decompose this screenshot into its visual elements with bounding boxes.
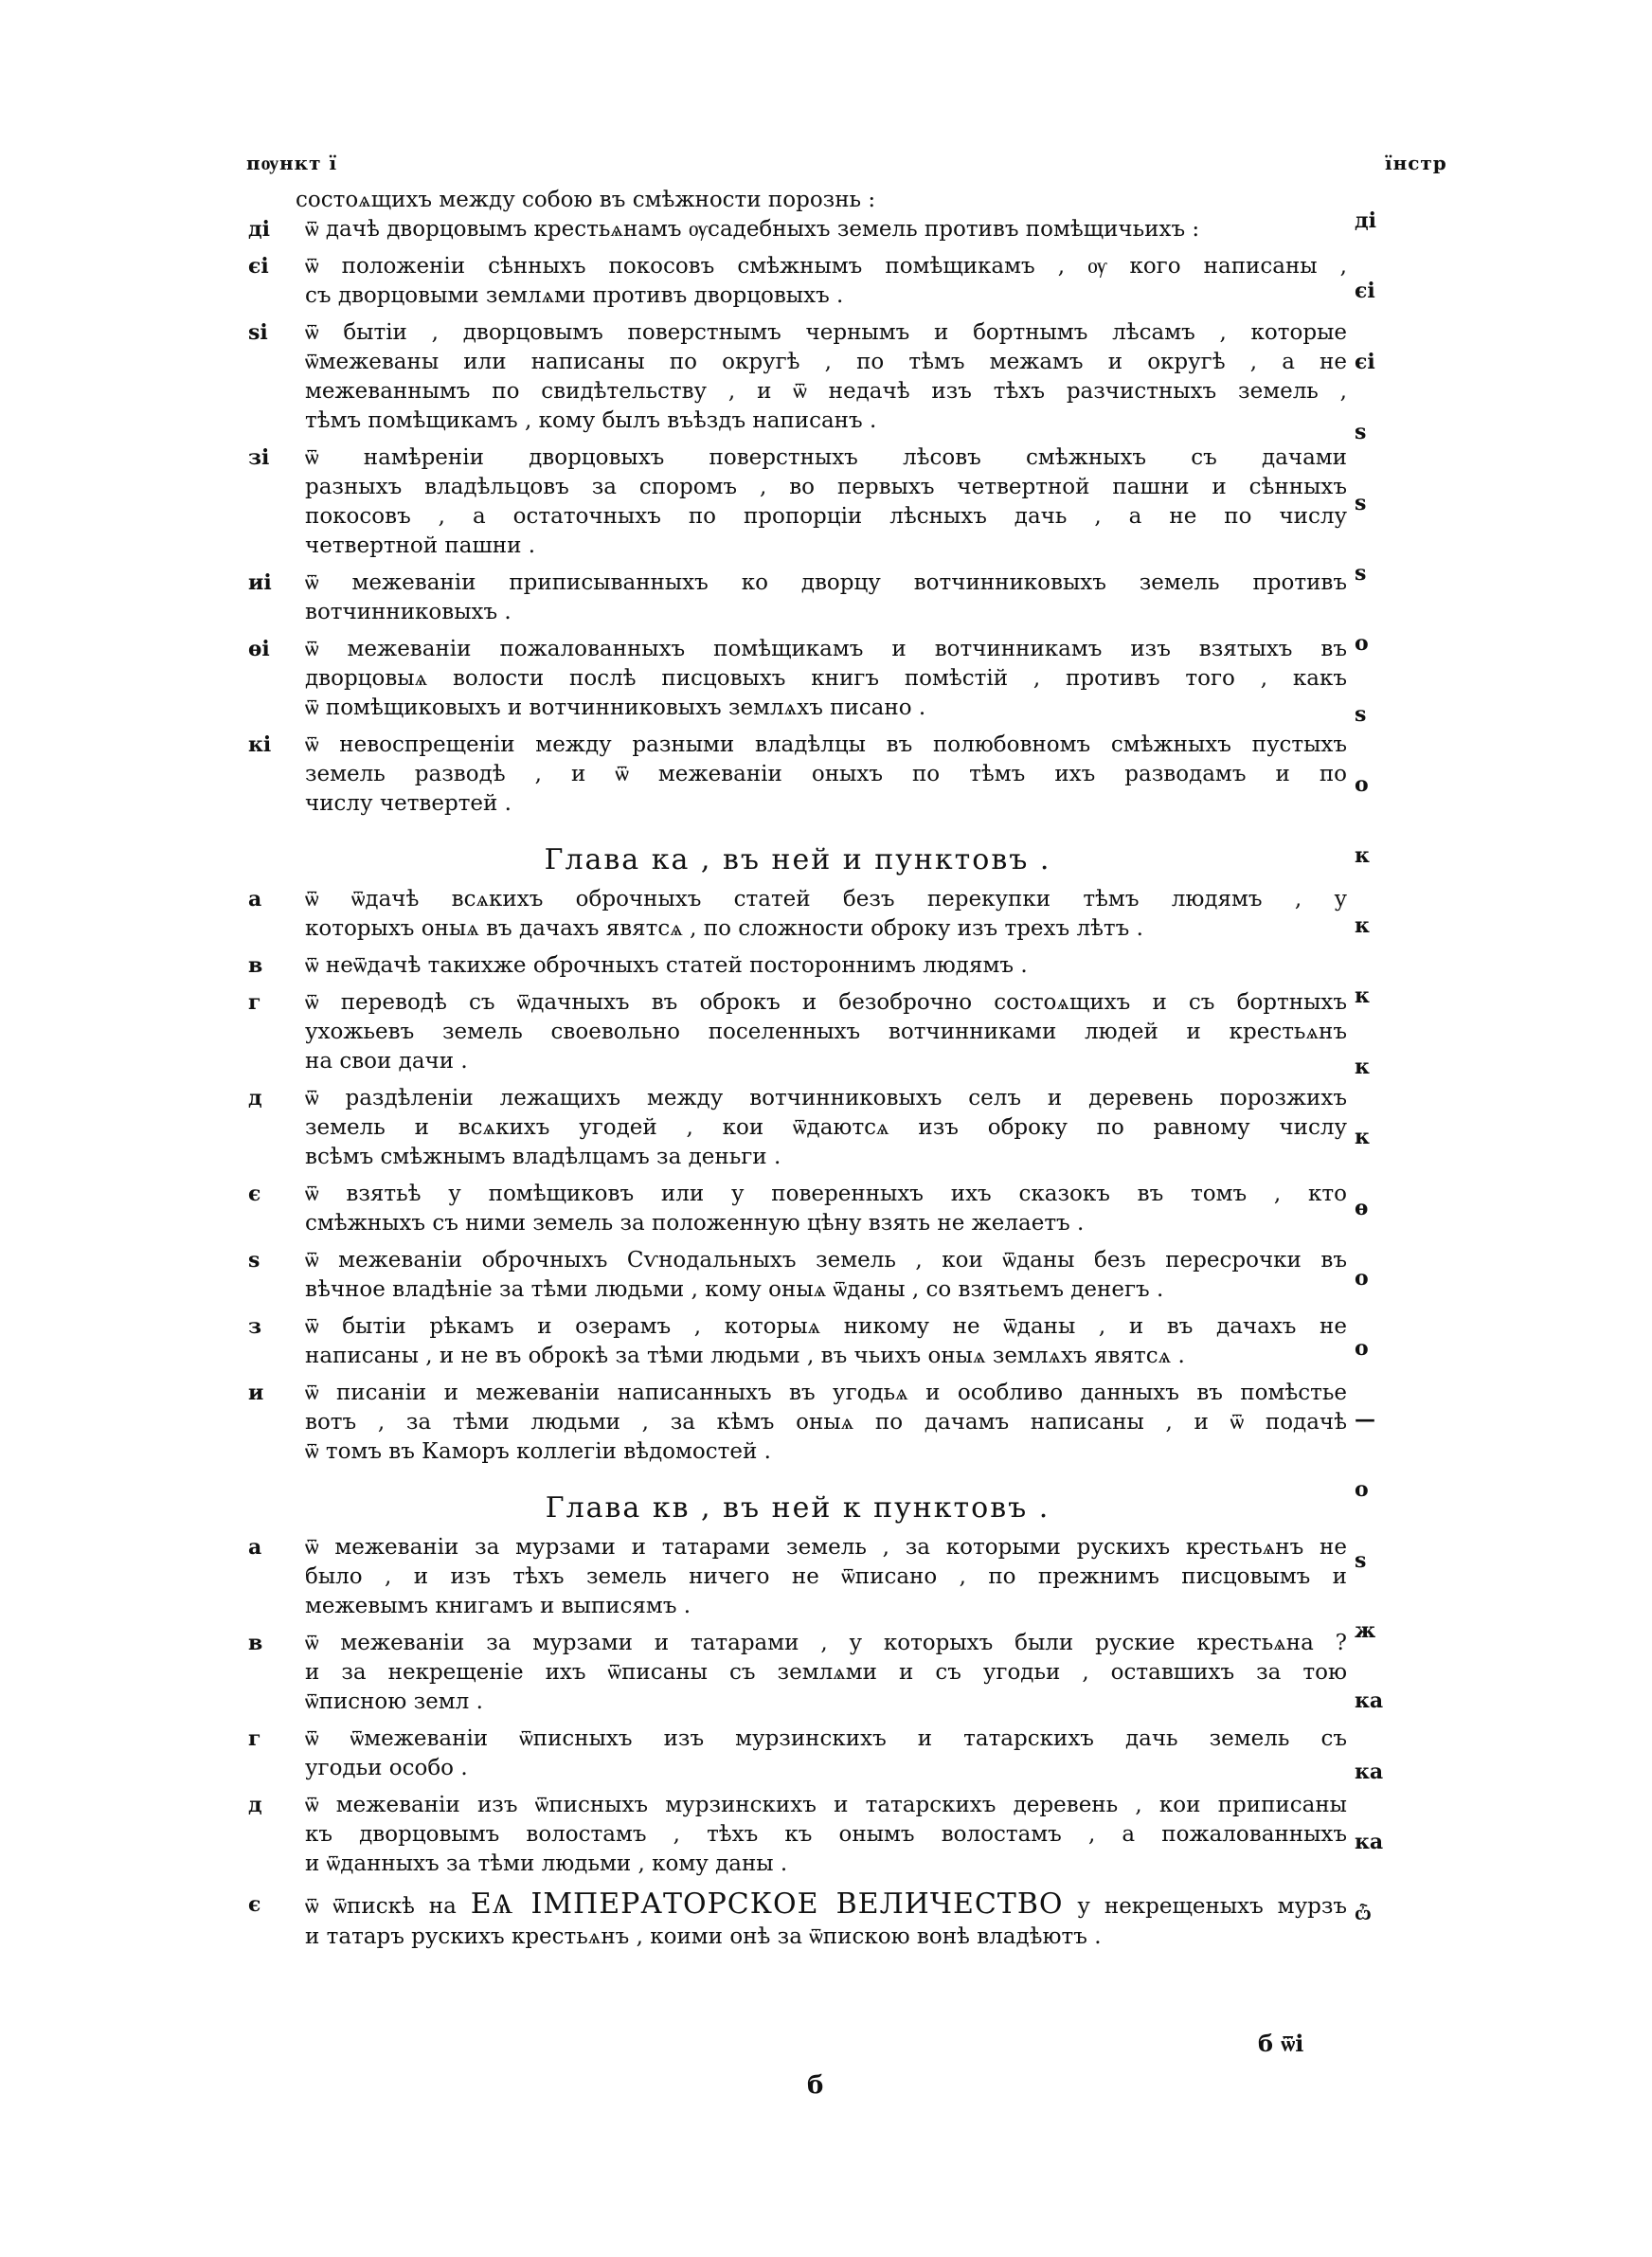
margin-mark: ка: [1355, 1830, 1384, 1854]
margin-mark: о: [1355, 1336, 1369, 1361]
header-left: пѹнкт ї: [246, 152, 338, 174]
entry-b-line: [248, 1246, 1347, 1275]
entry-text: ѿ невоспрещеніи между разными владѣлцы въ полюбовномъ смѣжныхъ пустыхъ: [305, 732, 1347, 757]
entry-a-line: [248, 348, 1347, 377]
entry-c-line: [248, 1688, 1347, 1717]
entry-gap: [248, 944, 1347, 951]
entry-text: межевымъ книгамъ и выписямъ .: [305, 1594, 691, 1618]
margin-mark: к: [1355, 1125, 1370, 1149]
entry-gap: [248, 436, 1347, 443]
entry-gap: [248, 1879, 1347, 1887]
entry-text: угодьи особо .: [305, 1756, 468, 1780]
margin-mark: к: [1355, 984, 1370, 1008]
entry-number: кі: [248, 732, 272, 757]
entry-b-line: [248, 885, 1347, 914]
entry-b-line: [248, 1379, 1347, 1408]
margin-mark: ѕ: [1355, 702, 1367, 727]
entry-number: д: [248, 1086, 262, 1110]
margin-mark: ж: [1355, 1618, 1376, 1643]
margin-mark: ка: [1355, 1688, 1384, 1713]
entry-number: зі: [248, 445, 270, 470]
entry-b-line: [248, 1342, 1347, 1371]
entry-gap: [248, 1783, 1347, 1791]
final-entry-line: [248, 1923, 1347, 1952]
margin-mark: ді: [1355, 208, 1377, 233]
margin-mark: ѽ: [1355, 1901, 1372, 1925]
margin-mark: о: [1355, 631, 1369, 656]
entry-a-line: [248, 406, 1347, 436]
entry-number: єі: [248, 254, 269, 279]
entry-a-line: [248, 635, 1347, 664]
margin-mark: ѕ: [1355, 561, 1367, 586]
entry-c-line: [248, 1791, 1347, 1820]
final-lead: ѿ ѿпискѣ на: [305, 1894, 457, 1919]
entry-text: ѿ переводѣ съ ѿдачныхъ въ оброкъ и безоброчно состоѧщихъ и съ бортныхъ: [305, 990, 1347, 1015]
entry-c-line: [248, 1658, 1347, 1688]
entry-number: г: [248, 1726, 261, 1751]
margin-mark: ѕ: [1355, 491, 1367, 515]
entry-text: съ дворцовыми землѧми противъ дворцовыхъ .: [305, 283, 844, 308]
entry-number: г: [248, 990, 261, 1015]
entry-gap: [248, 981, 1347, 988]
entry-b-line: [248, 1018, 1347, 1047]
entry-text: ѿ неѿдачѣ такихже оброчныхъ статей постороннимъ людямъ .: [305, 953, 1028, 978]
entry-b-line: [248, 1180, 1347, 1209]
entry-text: всѣмъ смѣжнымъ владѣлцамъ за деньги .: [305, 1145, 781, 1169]
margin-mark: к: [1355, 843, 1370, 868]
margin-mark: —: [1355, 1407, 1375, 1432]
entry-text: ѿ ѿмежеваніи ѿписныхъ изъ мурзинскихъ и татарскихъ дачь земель съ: [305, 1726, 1347, 1751]
signature: б ѿі: [1258, 2030, 1304, 2057]
entry-text: ѿ помѣщиковыхъ и вотчинниковыхъ землѧхъ писано .: [305, 695, 926, 720]
entry-text: которыхъ оныѧ въ дачахъ явятсѧ , по сложности оброку изъ трехъ лѣтъ .: [305, 916, 1143, 941]
entry-b-line: [248, 1437, 1347, 1467]
entry-b-line: [248, 914, 1347, 944]
entry-text: вѣчное владѣніе за тѣми людьми , кому оныѧ ѿданы , со взятьемъ денегъ .: [305, 1277, 1164, 1302]
entry-text: вотчинниковыхъ .: [305, 600, 512, 624]
entry-gap: [248, 1621, 1347, 1629]
entry-b-line: [248, 1312, 1347, 1342]
entry-c-line: [248, 1533, 1347, 1562]
entry-c-line: [248, 1820, 1347, 1850]
entry-text: и ѿданныхъ за тѣми людьми , кому даны .: [305, 1851, 788, 1876]
entry-a-line: [248, 473, 1347, 502]
margin-mark: ѕ: [1355, 1548, 1367, 1573]
entry-gap: [248, 1305, 1347, 1312]
entry-c-line: [248, 1724, 1347, 1754]
entry-a-line: [248, 443, 1347, 473]
margin-mark: к: [1355, 1055, 1370, 1079]
entry-gap: [248, 1172, 1347, 1180]
margin-mark: ѕ: [1355, 420, 1367, 444]
entry-b-line: [248, 1143, 1347, 1172]
margin-mark: єі: [1355, 350, 1375, 374]
entry-a-line: [248, 532, 1347, 561]
entry-a-line: [248, 731, 1347, 760]
entry-number: иі: [248, 570, 272, 595]
entry-text: ѿ томъ въ Каморъ коллегіи вѣдомостей .: [305, 1439, 771, 1464]
entry-a-line: [248, 760, 1347, 789]
entry-a-line: [248, 664, 1347, 694]
entry-a-line: [248, 281, 1347, 311]
entry-b-line: [248, 988, 1347, 1018]
entry-text: ѿписною земл .: [305, 1689, 483, 1714]
entry-text: ѿ бытіи рѣкамъ и озерамъ , которыѧ никому не ѿданы , и въ дачахъ не: [305, 1314, 1347, 1339]
entry-text: ѿ дачѣ дворцовымъ крестьѧнамъ ѹсадебныхъ земель противъ помѣщичьихъ :: [305, 217, 1200, 242]
entry-text: ѿ намѣреніи дворцовыхъ поверстныхъ лѣсовъ смѣжныхъ съ дачами: [305, 445, 1347, 470]
entry-number: ді: [248, 217, 271, 242]
entry-gap: [248, 723, 1347, 731]
entry-number: в: [248, 953, 263, 978]
entry-b-line: [248, 1084, 1347, 1113]
entry-gap: [248, 627, 1347, 635]
entry-b-line: [248, 951, 1347, 981]
entry-text: ѿ межеваніи за мурзами и татарами земель , за которыми рускихъ крестьѧнъ не: [305, 1535, 1347, 1560]
entry-number: ѕ: [248, 1248, 260, 1273]
entry-text: ѿ раздѣленіи лежащихъ между вотчинниковыхъ селъ и деревень порозжихъ: [305, 1086, 1347, 1110]
entry-gap: [248, 1076, 1347, 1084]
entry-number: а: [248, 887, 262, 912]
entry-b-line: [248, 1047, 1347, 1076]
chapter-heading: Глава кв , въ ней к пунктовъ .: [545, 1491, 1050, 1525]
margin-mark: єі: [1355, 279, 1375, 303]
entry-a-line: [248, 694, 1347, 723]
margin-mark: о: [1355, 772, 1369, 797]
page-number: б: [807, 2071, 824, 2100]
margin-mark: ка: [1355, 1760, 1384, 1784]
entry-text: смѣжныхъ съ ними земель за положенную цѣну взять не желаетъ .: [305, 1211, 1085, 1236]
entry-number: а: [248, 1535, 262, 1560]
margin-mark: о: [1355, 1477, 1369, 1502]
entry-text: ѿ писаніи и межеваніи написанныхъ въ угодьѧ и особливо данныхъ въ помѣстье: [305, 1381, 1347, 1405]
entry-gap: [248, 1467, 1347, 1474]
entry-text: тѣмъ помѣщикамъ , кому былъ въѣздъ написанъ .: [305, 408, 877, 433]
entry-text: покосовъ , а остаточныхъ по пропорціи лѣсныхъ дачь , а не по числу: [305, 504, 1347, 529]
entry-gap: [248, 1371, 1347, 1379]
entry-number: д: [248, 1793, 262, 1817]
entry-text: числу четвертей .: [305, 791, 512, 816]
entry-gap: [248, 244, 1347, 252]
entry-text: вотъ , за тѣми людьми , за кѣмъ оныѧ по дачамъ написаны , и ѿ подачѣ: [305, 1410, 1347, 1435]
entry-number: ѳі: [248, 637, 270, 661]
entry-text: ѿ межеваніи за мурзами и татарами , у которыхъ были руские крестьѧна ?: [305, 1631, 1347, 1655]
entry-c-line: [248, 1850, 1347, 1879]
entry-text: ѿ межеваніи оброчныхъ Сѵнодальныхъ земель , кои ѿданы безъ пересрочки въ: [305, 1248, 1347, 1273]
entry-a-line: [248, 215, 1347, 244]
entry-text: земель разводѣ , и ѿ межеваніи оныхъ по тѣмъ ихъ разводамъ и по: [305, 762, 1347, 786]
entry-a-line: [248, 789, 1347, 819]
entry-text: ѿ межеваніи изъ ѿписныхъ мурзинскихъ и татарскихъ деревень , кои приписаны: [305, 1793, 1347, 1817]
margin-mark: о: [1355, 1266, 1369, 1291]
entry-c-line: [248, 1562, 1347, 1592]
entry-gap: [248, 561, 1347, 569]
entry-c-line: [248, 1754, 1347, 1783]
entry-text: ухожьевъ земель своевольно поселенныхъ вотчинниками людей и крестьѧнъ: [305, 1020, 1347, 1044]
entry-a-line: [248, 569, 1347, 598]
chapter-heading: Глава ка , въ ней и пунктовъ .: [544, 843, 1051, 876]
entry-a-line: [248, 502, 1347, 532]
entry-number: є: [248, 1892, 261, 1917]
margin-mark: ѳ: [1355, 1196, 1369, 1220]
entry-text: ѿ межеваніи пожалованныхъ помѣщикамъ и вотчинникамъ изъ взятыхъ въ: [305, 637, 1347, 661]
entry-text: и за некрещеніе ихъ ѿписаны съ землѧми и съ угодьи , оставшихъ за тою: [305, 1660, 1347, 1685]
entry-gap: [248, 311, 1347, 318]
entry-number: є: [248, 1182, 261, 1206]
entry-text: межеваннымъ по свидѣтельству , и ѿ недачѣ изъ тѣхъ разчистныхъ земель ,: [305, 379, 1347, 404]
entry-a-line: [248, 252, 1347, 281]
entry-gap: [248, 1238, 1347, 1246]
entry-a-line: [248, 318, 1347, 348]
entry-b-line: [248, 1113, 1347, 1143]
entry-text: разныхъ владѣльцовъ за споромъ , во первыхъ четвертной пашни и сѣнныхъ: [305, 475, 1347, 499]
entry-b-line: [248, 1408, 1347, 1437]
entry-text: на свои дачи .: [305, 1049, 468, 1074]
entry-text: [305, 1887, 1347, 1923]
entry-a-line: [248, 598, 1347, 627]
entry-text: написаны , и не въ оброкѣ за тѣми людьми , въ чьихъ оныѧ землѧхъ явятсѧ .: [305, 1344, 1185, 1368]
entry-a-line: [248, 377, 1347, 406]
final-tail: у некрещеныхъ мурзъ: [1077, 1894, 1347, 1919]
entry-c-line: [248, 1592, 1347, 1621]
entry-number: и: [248, 1381, 264, 1405]
header-right: їнстр: [1385, 152, 1447, 174]
entry-text: ѿ положеніи сѣнныхъ покосовъ смѣжнымъ помѣщикамъ , ѹ кого написаны ,: [305, 254, 1347, 279]
entry-b-line: [248, 1275, 1347, 1305]
entry-text: было , и изъ тѣхъ земель ничего не ѿписано , по прежнимъ писцовымъ и: [305, 1564, 1347, 1589]
entry-text: ѿ межеваніи приписыванныхъ ко дворцу вотчинниковыхъ земель противъ: [305, 570, 1347, 595]
entry-gap: [248, 819, 1347, 826]
entry-number: ѕі: [248, 320, 268, 345]
entry-text: четвертной пашни .: [305, 533, 536, 558]
entry-text: земель и всѧкихъ угодей , кои ѿдаютсѧ изъ оброку по равному числу: [305, 1115, 1347, 1140]
entry-c-line: [248, 1629, 1347, 1658]
final-entry-line: [248, 1887, 1347, 1923]
entry-text: и татаръ рускихъ крестьѧнъ , коими онѣ за ѿпискою вонѣ владѣютъ .: [305, 1924, 1102, 1949]
entry-text: къ дворцовымъ волостамъ , тѣхъ къ онымъ волостамъ , а пожалованныхъ: [305, 1822, 1347, 1847]
entry-number: в: [248, 1631, 263, 1655]
entry-number: з: [248, 1314, 262, 1339]
entry-text: ѿ взятьѣ у помѣщиковъ или у поверенныхъ ихъ сказокъ въ томъ , кто: [305, 1182, 1347, 1206]
intro-line: [248, 186, 1347, 215]
margin-mark: к: [1355, 913, 1370, 938]
document-body: [248, 186, 1347, 1952]
intro-text: состоѧщихъ между собою въ смѣжности порознь :: [296, 188, 876, 212]
entry-text: ѿмежеваны или написаны по округѣ , по тѣмъ межамъ и округѣ , а не: [305, 350, 1347, 374]
entry-text: ѿ бытіи , дворцовымъ поверстнымъ чернымъ и бортнымъ лѣсамъ , которые: [305, 320, 1347, 345]
entry-gap: [248, 1717, 1347, 1724]
entry-text: дворцовыѧ волости послѣ писцовыхъ книгъ помѣстій , противъ того , какъ: [305, 666, 1347, 691]
entry-text: ѿ ѿдачѣ всѧкихъ оброчныхъ статей безъ перекупки тѣмъ людямъ , у: [305, 887, 1347, 912]
final-title: ЕѦ ІМПЕРАТОРСКОЕ ВЕЛИЧЕСТВО: [470, 1887, 1064, 1921]
entry-b-line: [248, 1209, 1347, 1238]
